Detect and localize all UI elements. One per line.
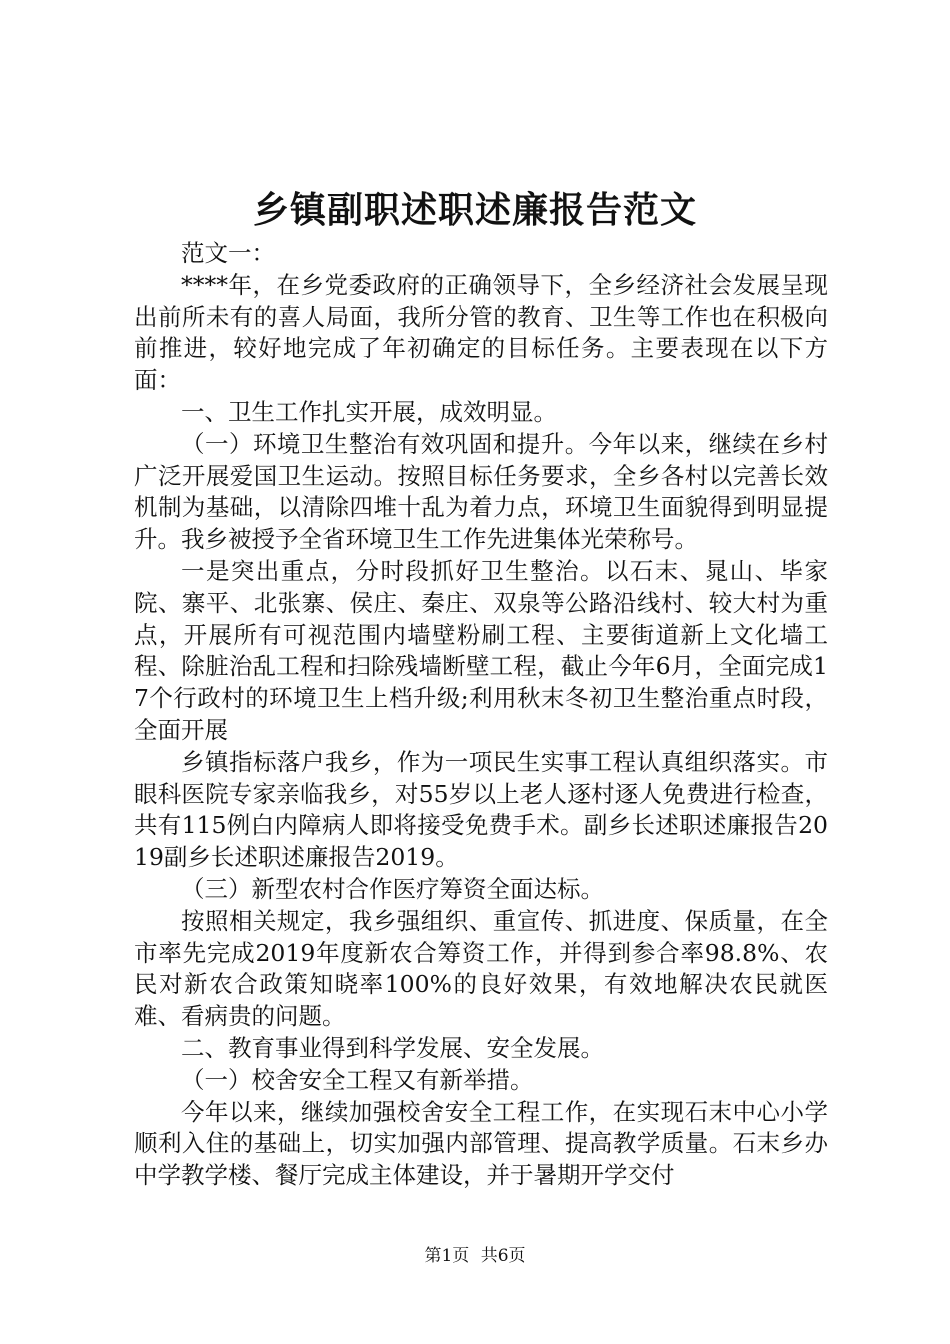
paragraph-intro: ****年，在乡党委政府的正确领导下，全乡经济社会发展呈现出前所未有的喜人局面，我所分管的教育、卫生等工作也在积极向前推进，较好地完成了年初确定的目标任务。主要表现在以下方面： xyxy=(134,270,828,395)
paragraph-cooperative-medical: （三）新型农村合作医疗筹资全面达标。 xyxy=(181,874,604,903)
paragraph-section-education: 二、教育事业得到科学发展、安全发展。 xyxy=(181,1033,604,1062)
document-body xyxy=(134,238,828,1192)
paragraph-heading-sample: 范文一： xyxy=(181,239,275,267)
paragraph-funding: 按照相关规定，我乡强组织、重宣传、抓进度、保质量，在全市率先完成2019年度新农合筹资工作，并得到参合率98.8%、农民对新农合政策知晓率100%的良好效果，有效地解决农民就医难、看病贵的问题。 xyxy=(134,906,828,1031)
paragraph-section-health: 一、卫生工作扎实开展，成效明显。 xyxy=(181,397,557,426)
page-number-footer: 第1页 共6页 xyxy=(424,1246,526,1266)
paragraph-key-points: 一是突出重点，分时段抓好卫生整治。以石末、晁山、毕家院、寨平、北张寨、侯庄、秦庄、双泉等公路沿线村、较大村为重点，开展所有可视范围内墙壁粉刷工程、主要街道新上文化墙工程、除脏治乱工程和扫除残墙断壁工程，截止今年6月，全面完成17个行政村的环境卫生上档升级;利用秋末冬初卫生整治重点时段，全面开展 xyxy=(134,556,828,744)
paragraph-environment: （一）环境卫生整治有效巩固和提升。今年以来，继续在乡村广泛开展爱国卫生运动。按照目标任务要求，全乡各村以完善长效机制为基础，以清除四堆十乱为着力点，环境卫生面貌得到明显提升。我乡被授予全省环境卫生工作先进集体光荣称号。 xyxy=(134,429,828,554)
paragraph-eye-clinic: 乡镇指标落户我乡，作为一项民生实事工程认真组织落实。市眼科医院专家亲临我乡，对55岁以上老人逐村逐人免费进行检查，共有115例白内障病人即将接受免费手术。副乡长述职述廉报告2019副乡长述职述廉报告2019。 xyxy=(134,747,828,872)
document-title: 乡镇副职述职述廉报告范文 xyxy=(252,189,697,231)
paragraph-school-safety: （一）校舍安全工程又有新举措。 xyxy=(181,1065,534,1094)
paragraph-school-progress: 今年以来，继续加强校舍安全工程工作，在实现石末中心小学顺利入住的基础上，切实加强内部管理、提高教学质量。石末乡办中学教学楼、餐厅完成主体建设，并于暑期开学交付 xyxy=(134,1097,828,1190)
